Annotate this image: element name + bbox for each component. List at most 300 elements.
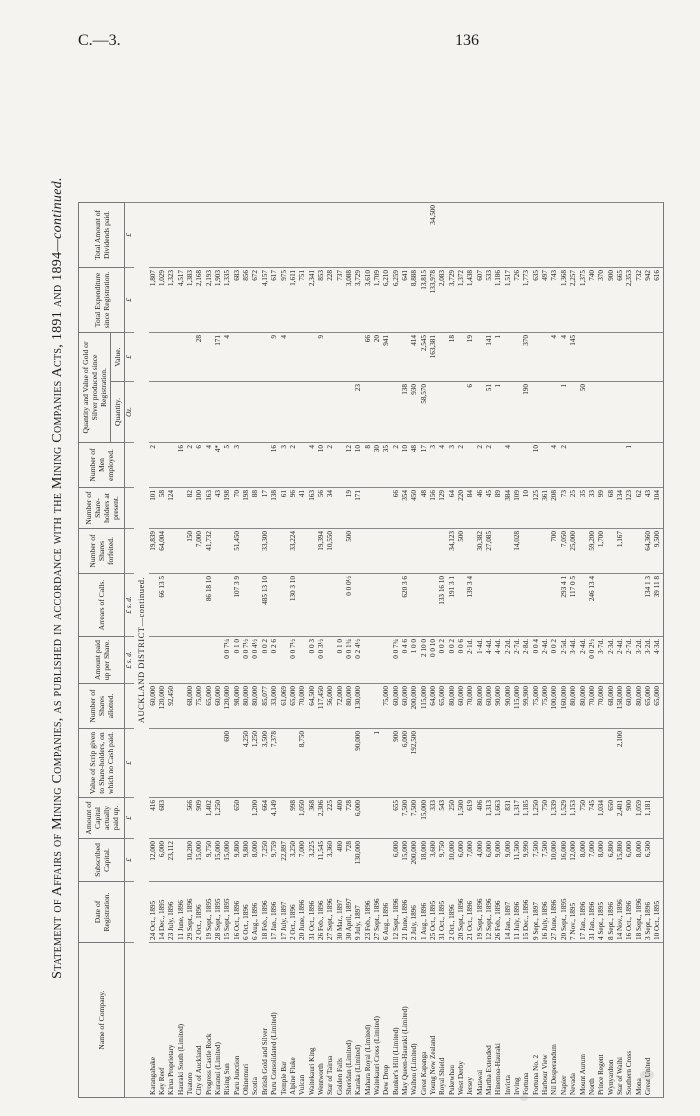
table-cell: 66: [364, 333, 373, 382]
table-cell: 9,759: [270, 839, 279, 882]
table-cell: [149, 637, 158, 684]
table-cell: [326, 203, 335, 268]
table-cell: 34,123: [448, 529, 457, 574]
table-cell: 0 0 2: [261, 637, 270, 684]
table-cell: [644, 443, 653, 488]
table-cell: 0 0 1¾: [345, 637, 354, 684]
table-cell: 0 0 10: [429, 637, 438, 684]
table-row: [364, 203, 373, 1098]
table-cell: [364, 684, 373, 729]
series-code: C.—3.: [78, 32, 121, 49]
table-cell: 450: [410, 488, 419, 529]
units-row: [125, 203, 135, 1098]
table-cell: [364, 637, 373, 684]
table-cell: 2,401: [616, 798, 625, 839]
table-cell: 1,709: [373, 268, 382, 333]
table-cell: 14 Dec., 1895: [158, 882, 167, 943]
table-cell: 133,978: [429, 268, 438, 333]
table-cell: [364, 382, 373, 443]
table-cell: 30: [373, 443, 382, 488]
table-cell: 65,000: [289, 684, 298, 729]
table-cell: [410, 574, 419, 637]
table-cell: [532, 729, 541, 798]
table-cell: 133 16 10: [438, 574, 447, 637]
table-cell: [354, 203, 363, 268]
table-cell: [653, 333, 663, 382]
table-cell: 8,000: [579, 839, 588, 882]
table-row: [504, 203, 513, 1098]
table-cell: 4,157: [261, 268, 270, 333]
table-cell: 2,257: [569, 268, 578, 333]
table-cell: 4: [308, 443, 317, 488]
table-cell: 50: [579, 382, 588, 443]
table-cell: [326, 574, 335, 637]
table-cell: 2,083: [438, 268, 447, 333]
table-cell: [373, 637, 382, 684]
table-row: [420, 203, 429, 1098]
table-cell: [635, 574, 644, 637]
table-cell: 1: [625, 443, 634, 488]
table-cell: [186, 637, 195, 684]
table-row: [579, 203, 588, 1098]
table-cell: [513, 574, 522, 637]
table-cell: 737: [336, 268, 345, 333]
table-cell: [280, 729, 289, 798]
table-cell: 16: [177, 443, 186, 488]
table-cell: [373, 574, 382, 637]
table-cell: 543: [438, 798, 447, 839]
table-cell: [541, 443, 550, 488]
table-cell: [457, 382, 466, 443]
table-cell: [373, 839, 382, 882]
table-cell: 20 Sept., 1895: [560, 882, 569, 943]
table-cell: 900: [607, 268, 616, 333]
table-cell: 9,800: [233, 839, 242, 882]
table-cell: [494, 574, 503, 637]
table-cell: [223, 574, 232, 637]
table-cell: [373, 488, 382, 529]
table-cell: [448, 382, 457, 443]
table-row: [513, 203, 522, 1098]
unit-qty: Oz.: [125, 382, 135, 443]
table-cell: [625, 574, 634, 637]
table-cell: 17: [420, 443, 429, 488]
table-cell: [364, 529, 373, 574]
table-cell: 8,000: [597, 839, 606, 882]
table-cell: [289, 729, 298, 798]
table-cell: 1,050: [298, 798, 307, 839]
table-row: [382, 203, 391, 1098]
table-cell: 7,050: [560, 529, 569, 574]
table-cell: 156: [429, 488, 438, 529]
table-cell: 8,000: [635, 839, 644, 882]
table-cell: 1,029: [158, 268, 167, 333]
table-cell: [635, 443, 644, 488]
company-name-cell: Hinemoa-Hauraki: [494, 943, 503, 1098]
table-cell: 745: [588, 798, 597, 839]
table-cell: 1,773: [522, 268, 531, 333]
table-cell: 6: [195, 443, 204, 488]
table-cell: 1,185: [522, 798, 531, 839]
table-cell: 2 Oct., 1896: [448, 882, 457, 943]
table-cell: 98,000: [233, 684, 242, 729]
table-row: [410, 203, 419, 1098]
table-cell: 208: [550, 488, 559, 529]
table-cell: [242, 382, 251, 443]
table-cell: 34: [326, 488, 335, 529]
table-cell: 80,000: [448, 684, 457, 729]
table-cell: 25: [569, 488, 578, 529]
table-cell: [205, 203, 214, 268]
table-cell: [607, 333, 616, 382]
table-cell: [336, 574, 345, 637]
company-name-cell: Progress Castle Rock: [205, 943, 214, 1098]
table-cell: 856: [242, 268, 251, 333]
table-cell: 10,000: [448, 839, 457, 882]
table-cell: 370: [522, 333, 531, 382]
table-cell: 29 Sept., 1896: [186, 882, 195, 943]
table-cell: 68,000: [186, 684, 195, 729]
table-cell: 8 Sept., 1896: [607, 882, 616, 943]
table-cell: 751: [298, 268, 307, 333]
table-cell: [607, 574, 616, 637]
table-cell: 163: [205, 488, 214, 529]
table-cell: 2·4d.: [541, 637, 550, 684]
table-cell: 192,500: [410, 729, 419, 798]
table-cell: 2 Oct., 1896: [289, 882, 298, 943]
table-cell: 64,000: [429, 684, 438, 729]
table-cell: 6 Aug., 1896: [382, 882, 391, 943]
table-cell: 1: [560, 382, 569, 443]
table-cell: [205, 637, 214, 684]
table-row: [438, 203, 447, 1098]
table-cell: 1,313: [485, 798, 494, 839]
table-cell: 1,611: [289, 268, 298, 333]
table-cell: 228: [326, 268, 335, 333]
table-cell: 361: [541, 488, 550, 529]
table-row: [401, 203, 410, 1098]
table-cell: [223, 529, 232, 574]
table-row: [560, 203, 569, 1098]
table-cell: [429, 729, 438, 798]
table-cell: [177, 574, 186, 637]
table-cell: 2·3d.: [607, 637, 616, 684]
table-cell: 732: [635, 268, 644, 333]
table-cell: [522, 729, 531, 798]
table-cell: [466, 443, 475, 488]
table-cell: 56: [317, 488, 326, 529]
table-cell: [588, 203, 597, 268]
table-cell: [251, 574, 260, 637]
table-cell: 0 1 0: [336, 637, 345, 684]
table-row: [625, 203, 634, 1098]
table-cell: 4: [504, 443, 513, 488]
table-cell: 2·8d.: [522, 637, 531, 684]
table-cell: [457, 729, 466, 798]
table-cell: 64,360: [644, 529, 653, 574]
table-cell: 12 Sept., 1896: [485, 882, 494, 943]
section-heading: AUCKLAND DISTRICT—continued.: [134, 203, 148, 1098]
company-name-cell: City of Auckland: [195, 943, 204, 1098]
table-cell: [560, 203, 569, 268]
table-cell: 15,000: [195, 839, 204, 882]
table-cell: [214, 729, 223, 798]
table-row: [429, 203, 438, 1098]
table-cell: 743: [550, 268, 559, 333]
table-cell: 293 4 1: [560, 574, 569, 637]
table-cell: 728: [345, 798, 354, 839]
table-cell: [625, 333, 634, 382]
table-cell: [364, 839, 373, 882]
table-cell: 75,000: [195, 684, 204, 729]
table-cell: [149, 333, 158, 382]
table-cell: 0 0 4: [532, 637, 541, 684]
table-cell: [308, 203, 317, 268]
table-cell: 2·4d.: [616, 637, 625, 684]
company-name-cell: Golden Falls: [336, 943, 345, 1098]
table-cell: 19 Sept., 1895: [205, 882, 214, 943]
table-row: [607, 203, 616, 1098]
table-cell: 1,059: [635, 798, 644, 839]
rotated-statement-table: [50, 58, 690, 1098]
table-row: [177, 203, 186, 1098]
table-cell: [382, 729, 391, 798]
table-cell: [167, 529, 176, 574]
table-cell: 65,000: [653, 684, 663, 729]
table-cell: 70: [233, 488, 242, 529]
table-cell: [223, 203, 232, 268]
table-cell: 1 Aug., 1896: [420, 882, 429, 943]
table-cell: 3,729: [354, 268, 363, 333]
table-cell: 406: [476, 798, 485, 839]
table-cell: [569, 443, 578, 488]
table-cell: 84: [466, 488, 475, 529]
table-cell: 96: [289, 488, 298, 529]
table-cell: 134: [616, 488, 625, 529]
table-cell: 0 0 4½: [251, 637, 260, 684]
table-row: [242, 203, 251, 1098]
table-cell: [513, 729, 522, 798]
table-cell: 11,545: [317, 839, 326, 882]
table-cell: 4,250: [242, 729, 251, 798]
table-cell: [522, 529, 531, 574]
table-cell: 14 Nov., 1896: [616, 882, 625, 943]
table-cell: [195, 574, 204, 637]
table-cell: 17 July, 1897: [280, 882, 289, 943]
table-cell: 683: [233, 268, 242, 333]
table-cell: [326, 333, 335, 382]
table-cell: 107 3 9: [233, 574, 242, 637]
table-cell: 21 June, 1896: [401, 882, 410, 943]
table-cell: [242, 443, 251, 488]
table-body: [125, 203, 664, 1098]
table-cell: [149, 729, 158, 798]
table-cell: 900: [625, 798, 634, 839]
company-name-cell: Ohinemuri: [242, 943, 251, 1098]
table-cell: [214, 574, 223, 637]
table-cell: [644, 203, 653, 268]
table-cell: 0 0 7½: [242, 637, 251, 684]
table-cell: 31 Oct., 1895: [438, 882, 447, 943]
table-cell: [167, 574, 176, 637]
table-cell: 6,259: [392, 268, 401, 333]
table-cell: [504, 333, 513, 382]
table-cell: [158, 333, 167, 382]
company-name-cell: Harbour View: [541, 943, 550, 1098]
table-cell: 20: [373, 333, 382, 382]
table-cell: [242, 529, 251, 574]
table-cell: 80,000: [251, 684, 260, 729]
table-cell: 3,250: [289, 839, 298, 882]
company-name-cell: Mount Aurum: [579, 943, 588, 1098]
col-value: Value.: [111, 333, 125, 382]
table-cell: 2,545: [420, 333, 429, 382]
table-cell: 70,000: [597, 684, 606, 729]
table-cell: 60,000: [392, 684, 401, 729]
table-cell: 740: [588, 268, 597, 333]
table-cell: 0 2 4½: [354, 637, 363, 684]
table-cell: [476, 333, 485, 382]
table-cell: [317, 574, 326, 637]
table-cell: 130 3 10: [289, 574, 298, 637]
table-cell: 12: [345, 443, 354, 488]
table-cell: 726: [513, 268, 522, 333]
table-cell: 129: [438, 488, 447, 529]
table-cell: 0 1 0: [233, 637, 242, 684]
table-cell: 51,450: [233, 529, 242, 574]
table-cell: 533: [485, 268, 494, 333]
table-cell: 9,750: [205, 839, 214, 882]
company-name-cell: Scotia: [251, 943, 260, 1098]
company-name-cell: Martha Extended: [485, 943, 494, 1098]
table-cell: [625, 382, 634, 443]
table-cell: 7,500: [401, 798, 410, 839]
table-cell: [251, 333, 260, 382]
table-row: [522, 203, 531, 1098]
table-cell: [336, 333, 345, 382]
table-cell: [597, 203, 606, 268]
table-row: [317, 203, 326, 1098]
table-cell: 1,250: [214, 798, 223, 839]
table-cell: [270, 574, 279, 637]
table-cell: 150: [186, 529, 195, 574]
table-cell: 354: [401, 488, 410, 529]
table-cell: 1,034: [597, 798, 606, 839]
col-date-of-registration: Date of Registration.: [79, 882, 125, 943]
table-cell: 16: [270, 443, 279, 488]
table-cell: 1,250: [532, 798, 541, 839]
table-row: [635, 203, 644, 1098]
company-name-cell: Invicta: [504, 943, 513, 1098]
table-cell: [326, 729, 335, 798]
table-cell: [466, 529, 475, 574]
table-cell: [550, 729, 559, 798]
table-cell: [653, 839, 663, 882]
table-cell: [448, 203, 457, 268]
table-cell: 9,000: [504, 839, 513, 882]
table-cell: [532, 203, 541, 268]
table-cell: 163,381: [429, 333, 438, 382]
table-cell: 4: [560, 333, 569, 382]
table-row: [308, 203, 317, 1098]
table-cell: [635, 333, 644, 382]
table-cell: [167, 443, 176, 488]
page-number: 136: [455, 32, 479, 49]
table-cell: 109: [513, 488, 522, 529]
table-cell: [616, 443, 625, 488]
table-cell: 90,000: [504, 684, 513, 729]
company-name-cell: Puru Consolidated (Limited): [270, 943, 279, 1098]
company-name-cell: Great United: [644, 943, 653, 1098]
table-cell: 64,004: [158, 529, 167, 574]
table-cell: [532, 382, 541, 443]
table-cell: [625, 729, 634, 798]
table-cell: 7 Nov., 1895: [569, 882, 578, 943]
table-cell: 4·4d.: [485, 637, 494, 684]
table-cell: 3,729: [448, 268, 457, 333]
table-cell: [494, 729, 503, 798]
table-cell: [382, 488, 391, 529]
table-cell: 3·4d.: [569, 637, 578, 684]
table-row: [532, 203, 541, 1098]
company-name-cell: Mona: [635, 943, 644, 1098]
table-cell: 368: [308, 798, 317, 839]
table-cell: 750: [541, 798, 550, 839]
table-cell: 15,800: [616, 839, 625, 882]
table-cell: 72,000: [336, 684, 345, 729]
table-cell: 6,000: [625, 839, 634, 882]
table-cell: [597, 574, 606, 637]
table-cell: 485 13 10: [261, 574, 270, 637]
table-cell: 66 13 5: [158, 574, 167, 637]
table-cell: [616, 333, 625, 382]
table-cell: 4 Sept., 1895: [597, 882, 606, 943]
company-name-cell: Mahara Royal (Limited): [364, 943, 373, 1098]
table-row: [541, 203, 550, 1098]
table-cell: 4,517: [177, 268, 186, 333]
table-row: [354, 203, 363, 1098]
table-cell: 6 Oct., 1896: [242, 882, 251, 943]
table-cell: 30 Mar., 1897: [336, 882, 345, 943]
table-cell: 0 0 3½: [317, 637, 326, 684]
table-cell: 35: [382, 443, 391, 488]
table-cell: 1,372: [457, 268, 466, 333]
table-row: [158, 203, 167, 1098]
table-cell: 21 Oct., 1896: [466, 882, 475, 943]
table-cell: 6,000: [392, 839, 401, 882]
table-cell: [177, 729, 186, 798]
company-name-cell: Nevada: [569, 943, 578, 1098]
table-cell: 15 Dec., 1896: [522, 882, 531, 943]
table-cell: 31 Oct., 1896: [308, 882, 317, 943]
table-cell: 655: [392, 798, 401, 839]
table-cell: 19 Sept., 1896: [476, 882, 485, 943]
table-cell: 1,181: [644, 798, 653, 839]
table-cell: 60,000: [625, 684, 634, 729]
table-cell: 2: [149, 443, 158, 488]
table-cell: 4: [223, 333, 232, 382]
table-cell: [158, 729, 167, 798]
col-total-dividends: Total Amount of Dividends paid.: [79, 203, 125, 268]
company-name-cell: Vulcan: [298, 943, 307, 1098]
table-cell: 158,000: [616, 684, 625, 729]
table-cell: [420, 203, 429, 268]
table-cell: 24 Oct., 1895: [149, 882, 158, 943]
table-cell: 99: [597, 488, 606, 529]
table-cell: 198: [223, 488, 232, 529]
company-name-cell: Waitekauri King: [308, 943, 317, 1098]
table-cell: 9,750: [438, 839, 447, 882]
